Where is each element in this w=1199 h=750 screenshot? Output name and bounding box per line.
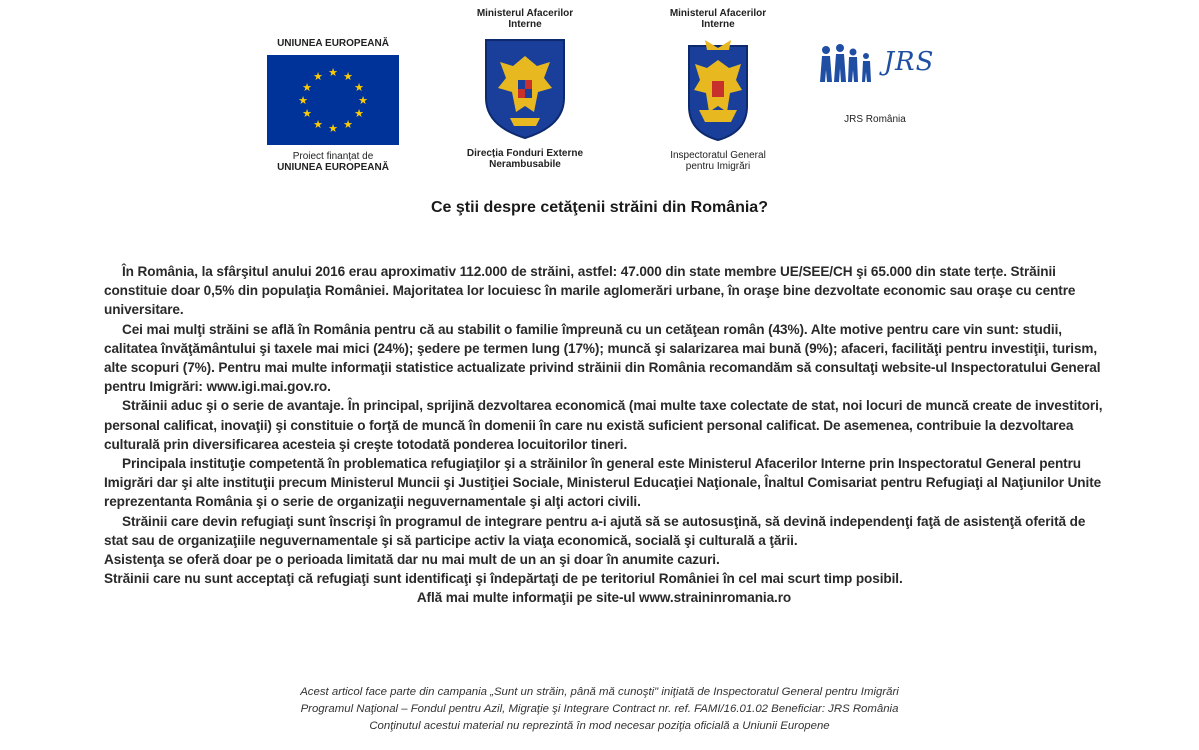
- article-body: [104, 262, 1104, 608]
- svg-text:★: ★: [328, 122, 338, 135]
- svg-text:★: ★: [354, 107, 364, 120]
- mai-igi-top-line2: Interne: [701, 19, 735, 30]
- footer-disclaimer: [0, 684, 1199, 735]
- paragraph-foreigners-statistics: În România, la sfârşitul anului 2016 erau aproximativ 112.000 de străini, astfel: 47.000 din state membre UE/SEE/CH şi 65.000 din state terțe. Străinii constituie doar 0,5% din populaţia României. Majoritatea lor locuiesc în marile aglomerări urbane, în oraşe bine dezvoltate economic sau oraşe cu centre universitare.: [104, 264, 1076, 318]
- svg-text:★: ★: [298, 94, 308, 107]
- page-title: Ce ştii despre cetăţenii străini din România?: [431, 199, 768, 216]
- svg-text:★: ★: [302, 81, 312, 94]
- more-info-line: Află mai multe informaţii pe site-ul www.straininromania.ro: [416, 590, 792, 606]
- footer-line-campaign: Acest articol face parte din campania „Sunt un străin, până mă cunoşti" iniţiată de Inspectoratul General pentru Imigrări: [300, 686, 899, 698]
- eu-top-label: UNIUNEA EUROPEANĂ: [277, 38, 389, 49]
- mai-dfen-top-line1: Ministerul Afacerilor: [476, 8, 574, 19]
- svg-text:★: ★: [328, 66, 338, 79]
- eu-caption-line2: UNIUNEA EUROPEANĂ: [277, 162, 389, 173]
- svg-text:★: ★: [354, 81, 364, 94]
- jrs-caption: JRS România: [844, 114, 906, 125]
- svg-text:★: ★: [343, 70, 353, 83]
- mai-igi-top-line1: Ministerul Afacerilor: [669, 8, 767, 19]
- mai-igi-caption-line1: Inspectoratul General: [670, 150, 766, 161]
- igi-emblem-shield-icon: [679, 36, 757, 144]
- coat-of-arms-shield-icon: [482, 36, 568, 142]
- line-assistance: Asistenţa se oferă doar pe o perioada limitată dar nu mai mult de un an şi doar în anumite cazuri.: [104, 552, 720, 568]
- eu-flag-icon: [267, 55, 399, 145]
- svg-text:★: ★: [313, 70, 323, 83]
- svg-text:★: ★: [302, 107, 312, 120]
- svg-text:★: ★: [343, 118, 353, 131]
- svg-text:★: ★: [313, 118, 323, 131]
- mai-igi-caption-line2: pentru Imigrări: [685, 161, 751, 172]
- jrs-figures-icon: [816, 40, 878, 84]
- mai-dfen-logo-block: [440, 8, 610, 170]
- jrs-logo-block: [800, 40, 950, 125]
- paragraph-advantages: Străinii aduc şi o serie de avantaje. În principal, sprijină dezvoltarea economică (mai multe taxe colectate de stat, noi locuri de muncă create de investitori, personal calificat, inovaţii) şi constituie o forţă de muncă în domenii în care nu există suficient personal calificat. De asemenea, contribuie la dezvoltarea culturală prin diversificarea acesteia şi creşte totodată ponderea locuitorilor tineri.: [104, 398, 1103, 452]
- eu-caption-line1: Proiect finanțat de: [292, 151, 374, 162]
- footer-line-program: Programul Naţional – Fondul pentru Azil, Migraţie şi Integrare Contract nr. ref. FAMI/16.01.02 Beneficiar: JRS România: [300, 703, 899, 715]
- eu-logo-block: [258, 38, 408, 173]
- paragraph-refugee-integration: Străinii care devin refugiaţi sunt înscrişi în programul de integrare pentru a-i ajută să se autosusţină, să devină independenţi faţă de asistenţă oferită de stat sau de organizaţiile neguvernamentale şi să participe activ la viaţa economică, socială şi culturală a ţării.: [104, 513, 1086, 548]
- mai-dfen-caption: Direcția Fonduri Externe Nerambusabile: [466, 148, 584, 170]
- mai-igi-logo-block: [648, 8, 788, 172]
- jrs-logo-text: JRS: [883, 47, 935, 77]
- line-removal: Străinii care nu sunt acceptaţi că refugiaţi sunt identificaţi şi îndepărtaţi de pe teritoriul României în cel mai scurt timp posibil.: [104, 571, 903, 587]
- paragraph-reasons: Cei mai mulţi străini se află în România pentru că au stabilit o familie împreună cu un cetăţean român (43%). Alte motive pentru care vin sunt: studii, calitatea învăţământului şi taxele mai mici (24%); şedere pe termen lung (17%); muncă şi salarizarea mai bună (9%); afaceri, facilităţi pentru investiţii, turism, alte scopuri (7%). Pentru mai multe informaţii statistice actualizate privind străinii din România recomandăm să consultaţi website-ul Inspectoratului General pentru Imigrări: www.igi.mai.gov.ro.: [104, 321, 1101, 395]
- footer-line-disclaimer: Conţinutul acestui material nu reprezintă în mod necesar poziţia oficială a Uniunii Europene: [369, 720, 830, 732]
- mai-dfen-top-line2: Interne: [508, 19, 542, 30]
- jrs-logo: [800, 40, 950, 84]
- paragraph-institutions: Principala instituţie competentă în problematica refugiaţilor şi a străinilor în general este Ministerul Afacerilor Interne prin Inspectoratul General pentru Imigrări dar şi alte instituţii precum Ministerul Muncii şi Justiţiei Sociale, Ministerul Educaţiei Naţionale, Înaltul Comisariat pentru Refugiaţi al Naţiunilor Unite reprezentanta România şi o serie de organizaţii neguvernamentale şi alţi actori civili.: [104, 456, 1102, 510]
- svg-text:★: ★: [358, 94, 368, 107]
